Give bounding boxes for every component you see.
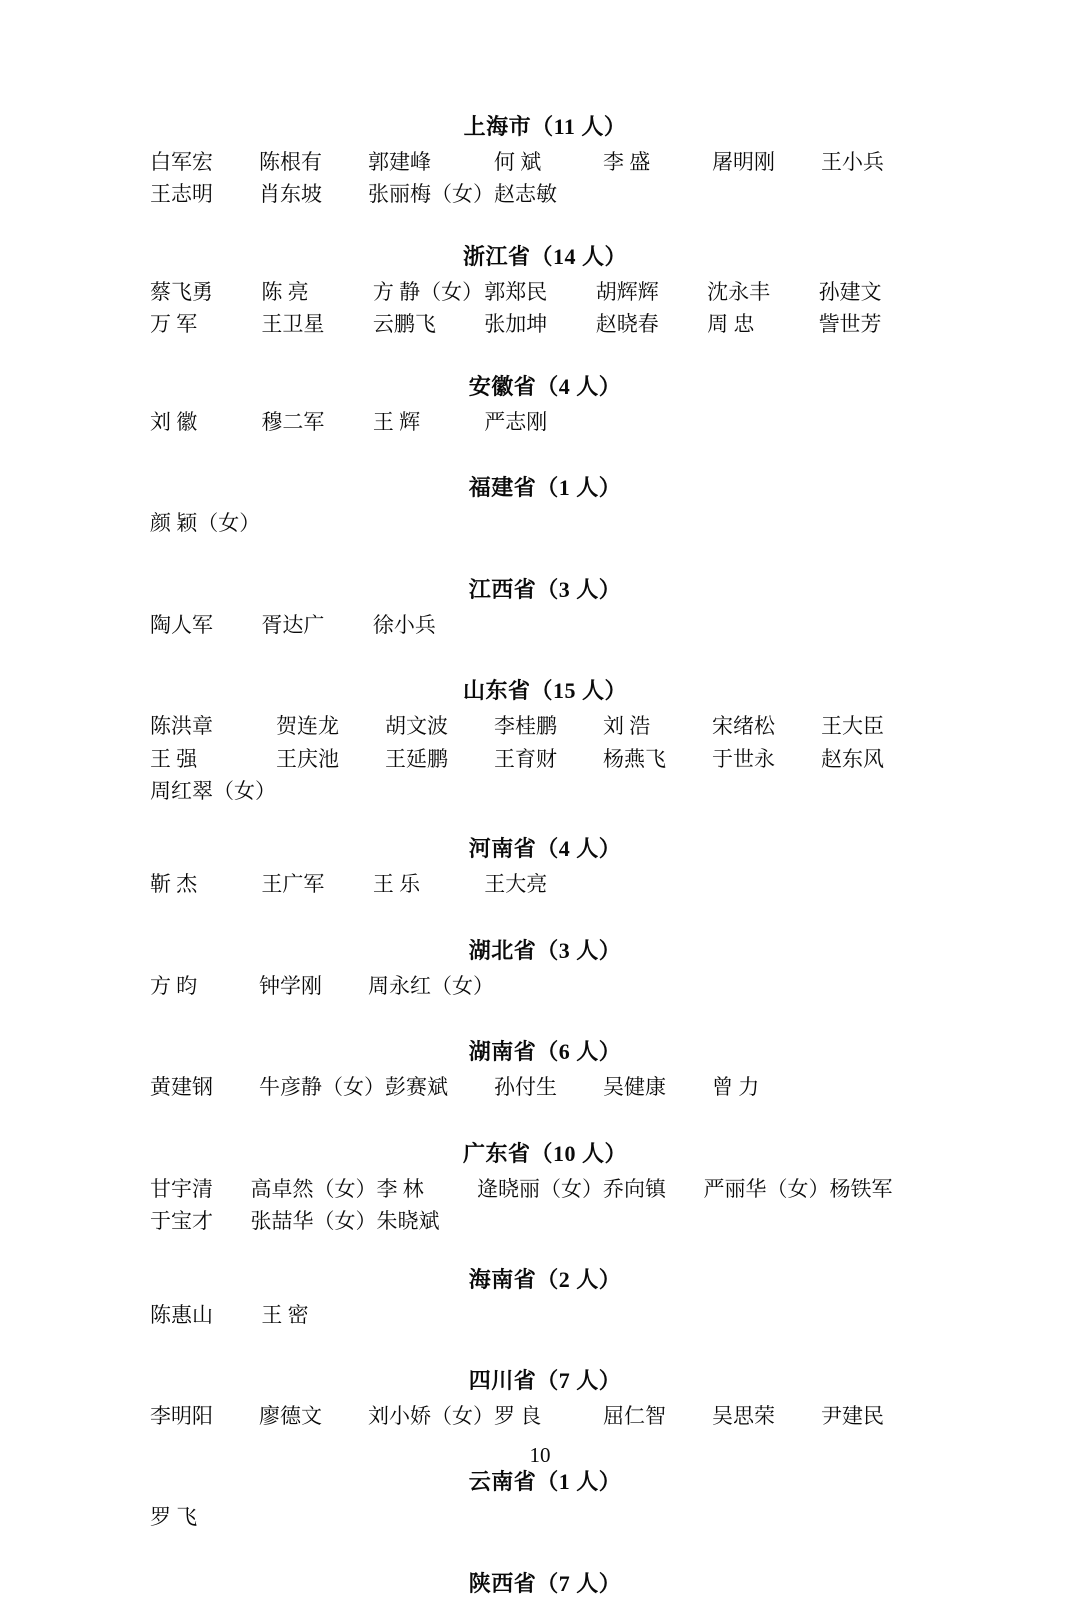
list-item: 周红翠（女） [150, 778, 276, 803]
list-item: 宋绪松 [712, 714, 775, 739]
list-item: 朱晓斌 [376, 1209, 440, 1234]
list-item: 穆二军 [261, 409, 325, 434]
list-item: 刘 徽 [150, 409, 198, 434]
list-item: 赵东风 [821, 746, 884, 771]
list-item: 郭郑民 [484, 279, 548, 304]
province-section-zhejiang [150, 240, 930, 340]
section-title: 广东省（10 人） [462, 1140, 627, 1166]
name-list [150, 147, 930, 210]
list-item: 赵晓春 [595, 312, 659, 337]
name-list [150, 1502, 930, 1532]
list-item: 罗 飞 [150, 1505, 198, 1530]
province-section-yunnan [150, 1465, 930, 1532]
list-item: 王延鹏 [385, 746, 448, 771]
list-item: 张喆华（女） [250, 1209, 377, 1234]
name-list [150, 971, 930, 1001]
list-item: 云鹏飞 [372, 312, 436, 337]
list-item: 颜 颖（女） [150, 511, 261, 536]
list-item: 李明阳 [150, 1404, 213, 1428]
list-item: 胥达广 [261, 612, 325, 637]
list-item: 严丽华（女） [703, 1176, 830, 1201]
province-section-sichuan [150, 1364, 930, 1431]
name-list [150, 508, 930, 538]
list-item: 王志明 [150, 182, 213, 207]
list-item: 于世永 [712, 746, 775, 771]
list-item: 方 静（女） [372, 279, 484, 304]
province-section-shaanxi [150, 1567, 930, 1598]
list-item: 陈 亮 [261, 279, 309, 304]
section-title: 湖南省（6 人） [468, 1039, 622, 1065]
list-item: 徐小兵 [372, 612, 436, 637]
list-item: 王 乐 [372, 872, 421, 897]
name-list [150, 1174, 930, 1237]
province-section-anhui [150, 370, 930, 437]
list-item: 于宝才 [150, 1209, 213, 1234]
list-item: 陈洪章 [150, 714, 213, 739]
list-item: 吴健康 [603, 1075, 666, 1100]
list-item: 吴思荣 [712, 1404, 775, 1428]
list-item: 逄晓丽（女） [477, 1176, 603, 1201]
name-list [150, 277, 930, 340]
section-title: 四川省（7 人） [468, 1368, 622, 1393]
page-number: 10 [529, 1443, 551, 1467]
list-item: 罗 良 [494, 1404, 542, 1428]
list-item: 王广军 [261, 872, 325, 897]
list-item: 王 辉 [372, 409, 421, 434]
section-title: 江西省（3 人） [468, 576, 622, 602]
list-item: 屈仁智 [603, 1404, 666, 1428]
province-section-hunan [150, 1035, 930, 1102]
name-list [150, 1072, 930, 1102]
list-item: 万 军 [150, 312, 198, 337]
list-item: 张加坤 [484, 312, 548, 337]
section-title: 海南省（2 人） [468, 1266, 622, 1292]
list-item: 贺连龙 [276, 714, 339, 739]
name-list [150, 1300, 930, 1330]
list-item: 王 密 [261, 1302, 309, 1327]
list-item: 赵志敏 [494, 182, 557, 207]
list-item: 刘小娇（女） [368, 1404, 494, 1428]
list-item: 何 斌 [494, 150, 542, 174]
list-item: 王卫星 [261, 312, 325, 337]
list-item: 王大臣 [821, 714, 884, 739]
list-item: 孙建文 [818, 279, 882, 304]
list-item: 李 林 [376, 1176, 424, 1201]
list-item: 张丽梅（女） [368, 182, 494, 207]
section-title: 福建省（1 人） [468, 475, 622, 501]
name-list [150, 407, 930, 437]
section-title: 浙江省（14 人） [462, 243, 627, 269]
list-item: 屠明刚 [712, 150, 775, 174]
section-title: 湖北省（3 人） [468, 937, 622, 963]
list-item: 陈根有 [259, 150, 322, 174]
list-item: 李桂鹏 [494, 714, 557, 739]
list-item: 白军宏 [150, 150, 213, 174]
section-title: 安徽省（4 人） [468, 373, 622, 399]
list-item: 杨燕飞 [603, 746, 666, 771]
list-item: 方 昀 [150, 973, 198, 998]
list-item: 乔向镇 [603, 1176, 666, 1201]
list-item: 王庆池 [276, 746, 339, 771]
list-item: 王 强 [150, 746, 198, 771]
name-list [150, 1401, 930, 1431]
section-title: 上海市（11 人） [463, 114, 627, 139]
list-item: 曾 力 [712, 1075, 760, 1100]
list-item: 訾世芳 [818, 312, 882, 337]
list-item: 陈惠山 [150, 1302, 213, 1327]
list-item: 廖德文 [259, 1404, 322, 1428]
list-item: 王大亮 [484, 872, 548, 897]
list-item: 尹建民 [821, 1404, 884, 1428]
list-item: 胡文波 [385, 714, 448, 739]
list-item: 李 盛 [603, 150, 651, 174]
section-title: 山东省（15 人） [462, 678, 627, 704]
list-item: 胡辉辉 [595, 279, 659, 304]
province-section-jiangxi [150, 573, 930, 640]
list-item: 陶人军 [150, 612, 213, 637]
section-title: 河南省（4 人） [468, 836, 622, 862]
section-title: 云南省（1 人） [468, 1469, 622, 1495]
list-item: 严志刚 [484, 409, 548, 434]
list-item: 牛彦静（女） [259, 1075, 385, 1100]
list-item: 郭建峰 [368, 150, 431, 174]
list-item: 钟学刚 [259, 973, 322, 998]
list-item: 沈永丰 [707, 279, 771, 304]
list-item: 孙付生 [494, 1075, 557, 1100]
list-item: 王育财 [494, 746, 557, 771]
name-list [150, 610, 930, 640]
list-item: 黄建钢 [150, 1075, 213, 1100]
province-section-henan [150, 832, 930, 899]
list-item: 蔡飞勇 [150, 279, 213, 304]
section-title: 陕西省（7 人） [468, 1570, 622, 1596]
list-item: 刘 浩 [603, 714, 651, 739]
province-section-guangdong [150, 1137, 930, 1237]
list-item: 王小兵 [821, 150, 884, 174]
list-item: 靳 杰 [150, 872, 198, 897]
list-item: 甘宇清 [150, 1176, 213, 1201]
province-section-fujian [150, 471, 930, 538]
list-item: 周永红（女） [368, 973, 494, 998]
province-section-hubei [150, 934, 930, 1001]
name-list [150, 711, 930, 806]
province-section-hainan [150, 1263, 930, 1330]
province-section-shandong [150, 674, 930, 806]
list-item: 周 忠 [707, 312, 755, 337]
list-item: 高卓然（女） [250, 1176, 377, 1201]
list-item: 肖东坡 [259, 182, 322, 207]
province-section-shanghai [150, 110, 930, 210]
list-item: 杨铁军 [829, 1176, 893, 1201]
list-item: 彭赛斌 [385, 1075, 448, 1100]
name-list [150, 869, 930, 899]
